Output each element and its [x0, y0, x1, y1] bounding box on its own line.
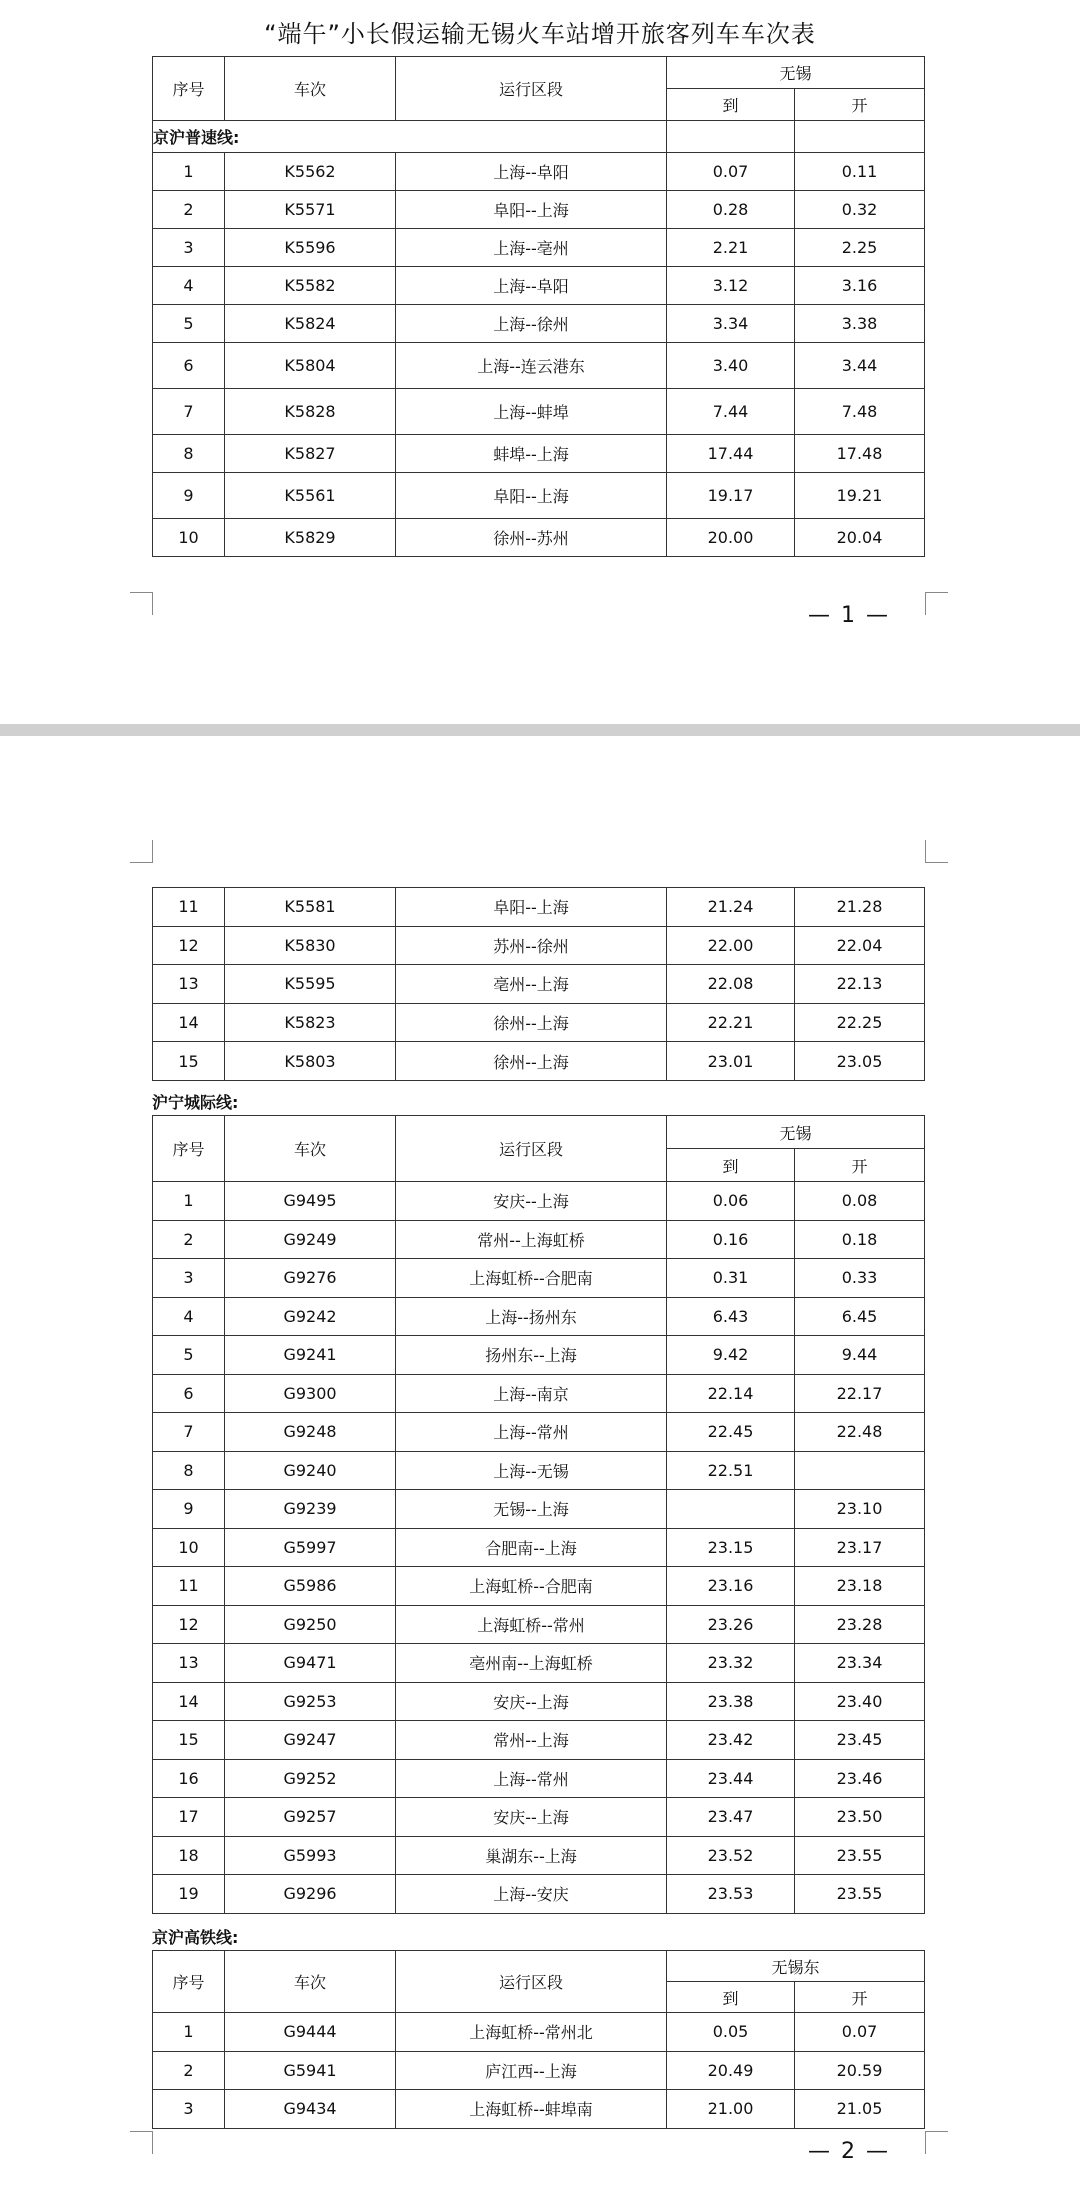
- page-corner-mark: [925, 2131, 948, 2154]
- cell-depart: 23.10: [795, 1490, 925, 1529]
- page-corner-mark: [130, 592, 153, 615]
- cell-train: G9249: [225, 1220, 396, 1259]
- cell-seq: 15: [153, 1721, 225, 1760]
- table-row: [153, 473, 925, 519]
- cell-arrive: 17.44: [667, 435, 795, 473]
- cell-route: 上海--无锡: [396, 1451, 667, 1490]
- cell-depart: 23.28: [795, 1605, 925, 1644]
- cell-arrive: 22.00: [667, 926, 795, 965]
- cell-train: K5824: [225, 305, 396, 343]
- cell-arrive: 0.06: [667, 1182, 795, 1221]
- header-train: 车次: [225, 57, 396, 121]
- table-row: [153, 1336, 925, 1375]
- cell-arrive: 23.38: [667, 1682, 795, 1721]
- header-route: 运行区段: [396, 57, 667, 121]
- cell-route: 安庆--上海: [396, 1682, 667, 1721]
- cell-depart: 23.40: [795, 1682, 925, 1721]
- cell-arrive: 0.28: [667, 191, 795, 229]
- cell-seq: 8: [153, 1451, 225, 1490]
- cell-depart: 17.48: [795, 435, 925, 473]
- cell-depart: 6.45: [795, 1297, 925, 1336]
- cell-seq: 2: [153, 1220, 225, 1259]
- cell-seq: 11: [153, 1567, 225, 1606]
- header-train: 车次: [225, 1951, 396, 2013]
- cell-depart: 23.55: [795, 1836, 925, 1875]
- cell-depart: 2.25: [795, 229, 925, 267]
- header-arrive: 到: [667, 89, 795, 121]
- cell-depart: 21.05: [795, 2090, 925, 2129]
- cell-route: 亳州南--上海虹桥: [396, 1644, 667, 1683]
- cell-seq: 7: [153, 1413, 225, 1452]
- page-corner-mark: [925, 840, 948, 863]
- cell-depart: 20.59: [795, 2051, 925, 2090]
- cell-depart: 0.07: [795, 2013, 925, 2052]
- cell-depart: [795, 1451, 925, 1490]
- header-depart: 开: [795, 1982, 925, 2013]
- cell-route: 上海--蚌埠: [396, 389, 667, 435]
- cell-route: 上海--连云港东: [396, 343, 667, 389]
- table-row: [153, 1528, 925, 1567]
- cell-arrive: 23.52: [667, 1836, 795, 1875]
- table-row: [153, 1490, 925, 1529]
- cell-seq: 18: [153, 1836, 225, 1875]
- cell-depart: 23.50: [795, 1798, 925, 1837]
- cell-route: 徐州--苏州: [396, 519, 667, 557]
- cell-seq: 19: [153, 1875, 225, 1914]
- cell-train: K5823: [225, 1003, 396, 1042]
- cell-route: 上海--亳州: [396, 229, 667, 267]
- cell-depart: 9.44: [795, 1336, 925, 1375]
- cell-route: 上海--常州: [396, 1413, 667, 1452]
- blank-cell: [667, 121, 795, 153]
- cell-train: G5986: [225, 1567, 396, 1606]
- cell-seq: 1: [153, 153, 225, 191]
- cell-train: K5804: [225, 343, 396, 389]
- cell-arrive: 0.05: [667, 2013, 795, 2052]
- cell-route: 阜阳--上海: [396, 191, 667, 229]
- cell-train: K5571: [225, 191, 396, 229]
- cell-arrive: 20.49: [667, 2051, 795, 2090]
- header-seq: 序号: [153, 1951, 225, 2013]
- document-title: “端午”小长假运输无锡火车站增开旅客列车车次表: [264, 20, 816, 48]
- cell-seq: 17: [153, 1798, 225, 1837]
- table-row: [153, 965, 925, 1004]
- cell-arrive: 23.53: [667, 1875, 795, 1914]
- table-row: [153, 1003, 925, 1042]
- cell-train: G5997: [225, 1528, 396, 1567]
- cell-train: K5581: [225, 888, 396, 927]
- table-row: [153, 1259, 925, 1298]
- cell-seq: 1: [153, 2013, 225, 2052]
- cell-seq: 4: [153, 1297, 225, 1336]
- cell-depart: 0.11: [795, 153, 925, 191]
- cell-arrive: 23.42: [667, 1721, 795, 1760]
- header-seq: 序号: [153, 57, 225, 121]
- cell-seq: 2: [153, 2051, 225, 2090]
- table-row: [153, 1836, 925, 1875]
- cell-depart: 23.17: [795, 1528, 925, 1567]
- cell-arrive: 22.14: [667, 1374, 795, 1413]
- cell-depart: 23.18: [795, 1567, 925, 1606]
- table-row: [153, 2051, 925, 2090]
- cell-route: 徐州--上海: [396, 1042, 667, 1081]
- table-row: [153, 435, 925, 473]
- cell-seq: 13: [153, 1644, 225, 1683]
- table-row: [153, 2013, 925, 2052]
- cell-seq: 6: [153, 1374, 225, 1413]
- table-row: [153, 229, 925, 267]
- cell-route: 巢湖东--上海: [396, 1836, 667, 1875]
- table-row: [153, 1682, 925, 1721]
- cell-arrive: 23.44: [667, 1759, 795, 1798]
- cell-train: K5830: [225, 926, 396, 965]
- cell-seq: 3: [153, 229, 225, 267]
- cell-arrive: 20.00: [667, 519, 795, 557]
- cell-train: G9241: [225, 1336, 396, 1375]
- cell-depart: 23.55: [795, 1875, 925, 1914]
- cell-route: 常州--上海虹桥: [396, 1220, 667, 1259]
- cell-route: 上海--徐州: [396, 305, 667, 343]
- cell-route: 阜阳--上海: [396, 473, 667, 519]
- cell-depart: 19.21: [795, 473, 925, 519]
- cell-depart: 21.28: [795, 888, 925, 927]
- table-row: [153, 1220, 925, 1259]
- cell-route: 上海--安庆: [396, 1875, 667, 1914]
- cell-route: 扬州东--上海: [396, 1336, 667, 1375]
- cell-seq: 12: [153, 1605, 225, 1644]
- cell-arrive: 21.24: [667, 888, 795, 927]
- cell-depart: 23.45: [795, 1721, 925, 1760]
- cell-route: 上海虹桥--合肥南: [396, 1567, 667, 1606]
- header-depart: 开: [795, 89, 925, 121]
- cell-route: 蚌埠--上海: [396, 435, 667, 473]
- cell-arrive: 22.51: [667, 1451, 795, 1490]
- cell-depart: 23.05: [795, 1042, 925, 1081]
- cell-arrive: 23.32: [667, 1644, 795, 1683]
- cell-seq: 2: [153, 191, 225, 229]
- cell-train: G9276: [225, 1259, 396, 1298]
- table-row: [153, 926, 925, 965]
- cell-train: G9247: [225, 1721, 396, 1760]
- table-row: [153, 1042, 925, 1081]
- table-huning-intercity: [152, 1115, 925, 1914]
- cell-train: G9248: [225, 1413, 396, 1452]
- table-row: [153, 389, 925, 435]
- cell-arrive: 2.21: [667, 229, 795, 267]
- cell-arrive: 0.07: [667, 153, 795, 191]
- table-row: [153, 1374, 925, 1413]
- cell-seq: 5: [153, 1336, 225, 1375]
- cell-train: G9242: [225, 1297, 396, 1336]
- cell-seq: 6: [153, 343, 225, 389]
- cell-seq: 9: [153, 473, 225, 519]
- cell-route: 上海--常州: [396, 1759, 667, 1798]
- cell-train: G9253: [225, 1682, 396, 1721]
- cell-arrive: 3.34: [667, 305, 795, 343]
- cell-route: 合肥南--上海: [396, 1528, 667, 1567]
- cell-seq: 16: [153, 1759, 225, 1798]
- page-1: [0, 0, 1080, 724]
- table-row: [153, 267, 925, 305]
- cell-seq: 5: [153, 305, 225, 343]
- cell-seq: 4: [153, 267, 225, 305]
- cell-depart: 22.04: [795, 926, 925, 965]
- cell-arrive: 0.16: [667, 1220, 795, 1259]
- cell-route: 安庆--上海: [396, 1798, 667, 1837]
- table-row: [153, 1605, 925, 1644]
- cell-arrive: 22.21: [667, 1003, 795, 1042]
- cell-arrive: 9.42: [667, 1336, 795, 1375]
- cell-seq: 9: [153, 1490, 225, 1529]
- cell-route: 无锡--上海: [396, 1490, 667, 1529]
- cell-arrive: 3.40: [667, 343, 795, 389]
- cell-seq: 15: [153, 1042, 225, 1081]
- cell-train: K5582: [225, 267, 396, 305]
- page-corner-mark: [130, 840, 153, 863]
- cell-train: G9434: [225, 2090, 396, 2129]
- page-number-2: — 2 —: [808, 2139, 890, 2164]
- cell-train: G9495: [225, 1182, 396, 1221]
- table-row: [153, 1875, 925, 1914]
- cell-arrive: 19.17: [667, 473, 795, 519]
- cell-arrive: 22.08: [667, 965, 795, 1004]
- cell-train: G9257: [225, 1798, 396, 1837]
- table-row: [153, 2090, 925, 2129]
- page-corner-mark: [130, 2131, 153, 2154]
- cell-depart: 22.13: [795, 965, 925, 1004]
- cell-train: K5596: [225, 229, 396, 267]
- cell-seq: 3: [153, 2090, 225, 2129]
- section-label-jinghu-normal: 京沪普速线:: [153, 121, 667, 153]
- cell-train: K5828: [225, 389, 396, 435]
- cell-depart: 0.08: [795, 1182, 925, 1221]
- cell-train: K5561: [225, 473, 396, 519]
- cell-depart: 22.25: [795, 1003, 925, 1042]
- table-jinghu-normal-p1: [152, 56, 925, 557]
- cell-route: 上海虹桥--常州: [396, 1605, 667, 1644]
- cell-train: K5827: [225, 435, 396, 473]
- cell-train: G5941: [225, 2051, 396, 2090]
- cell-depart: 0.32: [795, 191, 925, 229]
- page-number-1: — 1 —: [808, 603, 890, 628]
- cell-route: 上海--阜阳: [396, 153, 667, 191]
- cell-train: G9250: [225, 1605, 396, 1644]
- table-row: [153, 343, 925, 389]
- header-seq: 序号: [153, 1116, 225, 1182]
- cell-depart: 3.16: [795, 267, 925, 305]
- cell-arrive: 0.31: [667, 1259, 795, 1298]
- cell-arrive: 21.00: [667, 2090, 795, 2129]
- cell-train: G9296: [225, 1875, 396, 1914]
- cell-train: G9471: [225, 1644, 396, 1683]
- cell-route: 阜阳--上海: [396, 888, 667, 927]
- table-row: [153, 191, 925, 229]
- cell-arrive: 23.16: [667, 1567, 795, 1606]
- table-row: [153, 1182, 925, 1221]
- cell-depart: 7.48: [795, 389, 925, 435]
- section-label-huning: 沪宁城际线:: [152, 1093, 239, 1112]
- header-route: 运行区段: [396, 1951, 667, 2013]
- cell-route: 上海虹桥--合肥南: [396, 1259, 667, 1298]
- table-jinghu-normal-p2: [152, 887, 925, 1081]
- cell-arrive: 3.12: [667, 267, 795, 305]
- table-jinghu-highspeed: [152, 1950, 925, 2129]
- cell-route: 上海--南京: [396, 1374, 667, 1413]
- cell-depart: 22.48: [795, 1413, 925, 1452]
- table-row: [153, 888, 925, 927]
- blank-cell: [795, 121, 925, 153]
- cell-train: G9239: [225, 1490, 396, 1529]
- cell-arrive: 6.43: [667, 1297, 795, 1336]
- cell-train: G9252: [225, 1759, 396, 1798]
- header-station: 无锡东: [667, 1951, 925, 1982]
- cell-arrive: 23.47: [667, 1798, 795, 1837]
- cell-train: G9300: [225, 1374, 396, 1413]
- cell-depart: 20.04: [795, 519, 925, 557]
- cell-route: 上海--扬州东: [396, 1297, 667, 1336]
- cell-route: 常州--上海: [396, 1721, 667, 1760]
- header-station: 无锡: [667, 1116, 925, 1149]
- cell-seq: 14: [153, 1682, 225, 1721]
- cell-route: 徐州--上海: [396, 1003, 667, 1042]
- cell-seq: 1: [153, 1182, 225, 1221]
- cell-seq: 12: [153, 926, 225, 965]
- cell-seq: 14: [153, 1003, 225, 1042]
- cell-arrive: [667, 1490, 795, 1529]
- cell-arrive: 23.26: [667, 1605, 795, 1644]
- cell-train: G9240: [225, 1451, 396, 1490]
- cell-train: K5562: [225, 153, 396, 191]
- cell-train: K5595: [225, 965, 396, 1004]
- cell-depart: 23.34: [795, 1644, 925, 1683]
- rows-huning-intercity: [153, 1182, 925, 1914]
- table-row: [153, 1798, 925, 1837]
- table-row: [153, 305, 925, 343]
- cell-seq: 7: [153, 389, 225, 435]
- cell-seq: 10: [153, 519, 225, 557]
- header-station: 无锡: [667, 57, 925, 89]
- header-route: 运行区段: [396, 1116, 667, 1182]
- cell-train: G9444: [225, 2013, 396, 2052]
- section-label-jinghu-highspeed: 京沪高铁线:: [152, 1928, 239, 1947]
- table-row: [153, 1721, 925, 1760]
- header-train: 车次: [225, 1116, 396, 1182]
- cell-train: K5829: [225, 519, 396, 557]
- cell-route: 亳州--上海: [396, 965, 667, 1004]
- table-row: [153, 1413, 925, 1452]
- cell-route: 上海--阜阳: [396, 267, 667, 305]
- cell-arrive: 23.15: [667, 1528, 795, 1567]
- cell-train: G5993: [225, 1836, 396, 1875]
- cell-route: 上海虹桥--常州北: [396, 2013, 667, 2052]
- cell-depart: 3.38: [795, 305, 925, 343]
- cell-route: 庐江西--上海: [396, 2051, 667, 2090]
- table-row: [153, 1567, 925, 1606]
- rows-jinghu-normal-p1: [153, 153, 925, 557]
- table-row: [153, 1297, 925, 1336]
- cell-train: K5803: [225, 1042, 396, 1081]
- table-row: [153, 1759, 925, 1798]
- rows-jinghu-highspeed: [153, 2013, 925, 2129]
- cell-seq: 3: [153, 1259, 225, 1298]
- header-arrive: 到: [667, 1982, 795, 2013]
- page-corner-mark: [925, 592, 948, 615]
- page-separator: [0, 724, 1080, 736]
- cell-depart: 22.17: [795, 1374, 925, 1413]
- table-row: [153, 1644, 925, 1683]
- cell-route: 上海虹桥--蚌埠南: [396, 2090, 667, 2129]
- cell-arrive: 22.45: [667, 1413, 795, 1452]
- cell-depart: 3.44: [795, 343, 925, 389]
- table-row: [153, 519, 925, 557]
- cell-route: 苏州--徐州: [396, 926, 667, 965]
- table-row: [153, 1451, 925, 1490]
- table-row: [153, 153, 925, 191]
- header-arrive: 到: [667, 1149, 795, 1182]
- page-2: [0, 736, 1080, 2211]
- cell-depart: 0.18: [795, 1220, 925, 1259]
- cell-seq: 10: [153, 1528, 225, 1567]
- cell-seq: 8: [153, 435, 225, 473]
- header-depart: 开: [795, 1149, 925, 1182]
- rows-jinghu-normal-p2: [153, 888, 925, 1081]
- cell-route: 安庆--上海: [396, 1182, 667, 1221]
- cell-seq: 13: [153, 965, 225, 1004]
- cell-arrive: 23.01: [667, 1042, 795, 1081]
- cell-depart: 0.33: [795, 1259, 925, 1298]
- cell-depart: 23.46: [795, 1759, 925, 1798]
- cell-seq: 11: [153, 888, 225, 927]
- cell-arrive: 7.44: [667, 389, 795, 435]
